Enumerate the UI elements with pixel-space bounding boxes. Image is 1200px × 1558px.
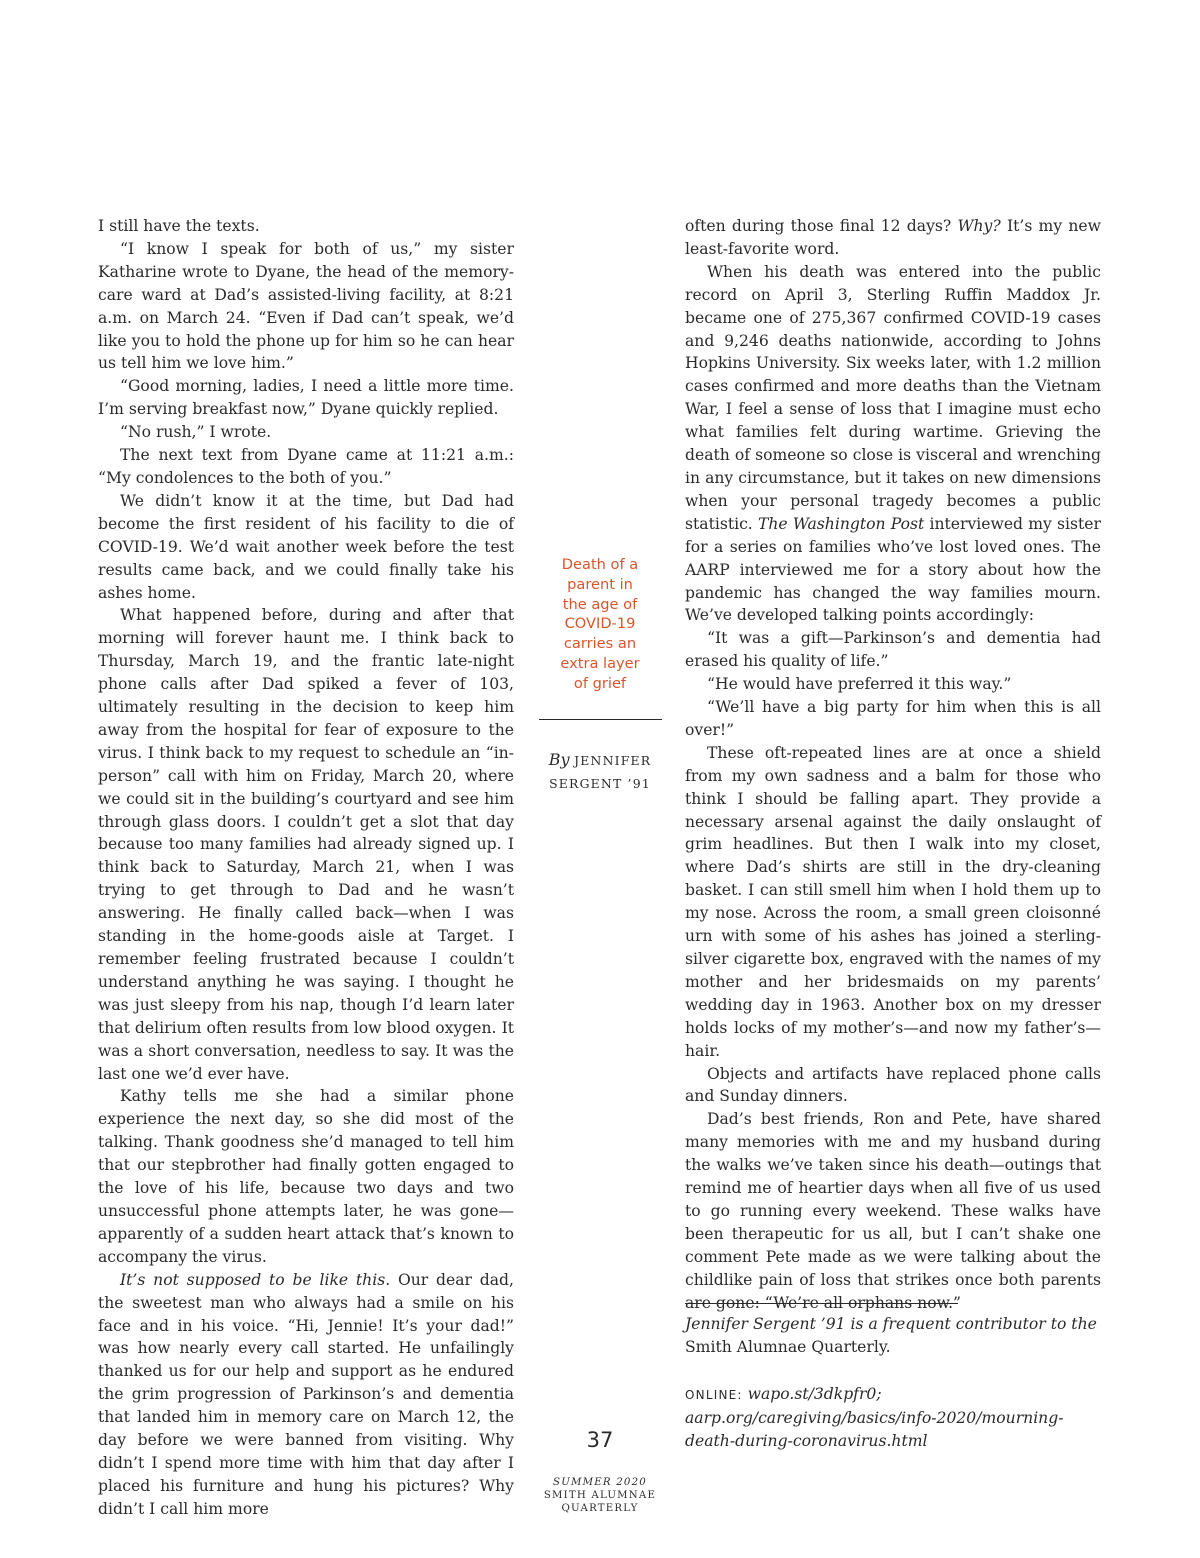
paragraph-text: interviewed my sister for a series on families who’ve lost loved ones. The AARP interviewed me for a story about how the pandemic has changed the way families mourn. We’ve developed talking points accordingly: bbox=[685, 514, 1101, 625]
pull-quote-line: the age of bbox=[562, 595, 638, 613]
paragraph: I still have the texts. bbox=[98, 217, 260, 235]
pull-quote-line: Death of a bbox=[561, 556, 639, 573]
pull-quote-line: of grief bbox=[573, 674, 627, 692]
italic-phrase: It’s not supposed to be like this bbox=[120, 1270, 386, 1289]
divider-rule bbox=[539, 719, 662, 720]
page-number: 37 bbox=[586, 1428, 614, 1452]
article-left-column bbox=[98, 215, 514, 1521]
byline-by: By bbox=[548, 750, 570, 769]
footer-publication: QUARTERLY bbox=[561, 1503, 639, 1515]
paragraph: Dad’s best friends, Ron and Pete, have shared many memories with me and my husband during the walks we’ve taken since his death—outings that remind me of heartier days when all five of us used to go running every weekend. These walks have been therapeutic for us all, but I can’t shake one comment Pete made as we were talking about the childlike pain of loss that strikes once both parents are gone: “We’re all orphans now.” bbox=[685, 1110, 1101, 1312]
italic-phrase: Why? bbox=[957, 217, 1001, 235]
online-links bbox=[685, 1383, 1105, 1453]
pull-quote-line: COVID-19 bbox=[564, 615, 636, 633]
pull-quote-line: extra layer bbox=[560, 654, 640, 672]
paragraph-text: When his death was entered into the public record on April 3, Sterling Ruffin Maddox Jr. became one of 275,367 confirmed COVID-19 cases and 9,246 deaths nationwide, according to Johns Hopkins University. Six weeks later, with 1.2 million cases confirmed and more deaths than the Vietnam War, I feel a sense of loss that I imagine must echo what families felt during wartime. Grieving the death of someone so close is visceral and wrenching in any circumstance, but it takes on new dimensions when your personal tragedy becomes a public statistic. bbox=[685, 262, 1101, 533]
publication-name: Smith Alumnae Quarterly. bbox=[685, 1338, 891, 1356]
pull-quote-line: parent in bbox=[567, 575, 633, 593]
online-label: ONLINE: bbox=[685, 1388, 743, 1402]
paragraph-text: . Our dear dad, the sweetest man who always had a smile on his face and in his voice. “Hi, Jennie! It’s your dad!” was how nearly every call started. He unfailingly thanked us for our help and support as he endured the grim progression of Parkinson’s and dementia that landed him in memory care on March 12, the day before we were banned from visiting. Why didn’t I spend more time with him that day after I placed his furniture and hung his pictures? Why didn’t I call him more bbox=[98, 1270, 514, 1518]
article-right-column bbox=[685, 215, 1101, 1315]
online-link[interactable]: wapo.st/3dkpfr0; bbox=[747, 1385, 882, 1403]
paragraph: “He would have preferred it this way.” bbox=[707, 675, 1012, 694]
pull-quote bbox=[545, 555, 655, 694]
byline-name: JENNIFER bbox=[574, 753, 652, 768]
paragraph: We didn’t know it at the time, but Dad had become the first resident of his facility to die of COVID-19. We’d wait another week before the test results came back, and we could finally take his ashes home. bbox=[98, 491, 514, 602]
page-footer bbox=[520, 1476, 680, 1516]
pull-quote-line: carries an bbox=[563, 635, 637, 653]
end-rule bbox=[685, 1303, 958, 1304]
online-link[interactable]: death-during-coronavirus.html bbox=[685, 1432, 928, 1450]
paragraph bbox=[685, 215, 1101, 261]
paragraph: “Good morning, ladies, I need a little more time. I’m serving breakfast now,” Dyane quickly replied. bbox=[98, 377, 514, 419]
paragraph bbox=[98, 1269, 514, 1521]
paragraph-text: often during those final 12 days? bbox=[685, 217, 958, 235]
footer-issue: SUMMER 2020 bbox=[553, 1477, 647, 1488]
online-link[interactable]: aarp.org/caregiving/basics/info-2020/mourning- bbox=[685, 1409, 1064, 1427]
byline-name: SERGENT ’91 bbox=[549, 776, 651, 791]
paragraph: “No rush,” I wrote. bbox=[120, 423, 272, 442]
paragraph bbox=[685, 261, 1101, 628]
paragraph: The next text from Dyane came at 11:21 a.m.: “My condolences to the both of you.” bbox=[98, 446, 514, 487]
paragraph: “I know I speak for both of us,” my sister Katharine wrote to Dyane, the head of the memory-care ward at Dad’s assisted-living facility, at 8:21 a.m. on March 24. “Even if Dad can’t speak, we’d like you to hold the phone up for him so he can hear us tell him we love him.” bbox=[98, 239, 514, 373]
author-bio bbox=[685, 1313, 1105, 1359]
paragraph-text: It’s my new least-favorite word. bbox=[685, 217, 1101, 258]
paragraph: Objects and artifacts have replaced phone calls and Sunday dinners. bbox=[685, 1064, 1101, 1106]
paragraph: What happened before, during and after that morning will forever haunt me. I think back to Thursday, March 19, and the frantic late-night phone calls after Dad spiked a fever of 103, ultimately resulting in the decision to keep him away from the hospital for fear of exposure to the virus. I think back to my request to schedule an “in-person” call with him on Friday, March 20, where we could sit in the building’s courtyard and see him through glass doors. I couldn’t get a slot that day because too many families had already signed up. I think back to Saturday, March 21, when I was trying to get through to Dad and he wasn’t answering. He finally called back—when I was standing in the home-goods aisle at Target. I remember feeling frustrated because I couldn’t understand anything he was saying. I thought he was just sleepy from his nap, though I’d learn later that delirium often results from low blood oxygen. It was a short conversation, needless to say. It was the last one we’d ever have. bbox=[98, 606, 514, 1083]
author-bio-text: Jennifer Sergent ’91 is a frequent contributor to the bbox=[685, 1315, 1097, 1333]
paragraph: These oft-repeated lines are at once a shield from my own sadness and a balm for those who think I should be falling apart. They provide a necessary arsenal against the daily onslaught of grim headlines. But then I walk into my closet, where Dad’s shirts are still in the dry-cleaning basket. I can still smell him when I hold them up to my nose. Across the room, a small green cloisonné urn with some of his ashes has joined a sterling-silver cigarette box, engraved with the names of my mother and her bridesmaids on my parents’ wedding day in 1963. Another box on my dresser holds locks of my mother’s—and now my father’s—hair. bbox=[685, 743, 1101, 1060]
publication-title: The Washington Post bbox=[757, 514, 925, 533]
byline bbox=[540, 748, 660, 795]
paragraph: “It was a gift—Parkinson’s and dementia had erased his quality of life.” bbox=[685, 629, 1101, 671]
footer-publication: SMITH ALUMNAE bbox=[543, 1490, 657, 1502]
paragraph: “We’ll have a big party for him when this is all over!” bbox=[685, 698, 1101, 739]
paragraph: Kathy tells me she had a similar phone experience the next day, so she did most of the talking. Thank goodness she’d managed to tell him that our stepbrother had finally gotten engaged to the love of his life, because two days and two unsuccessful phone attempts later, he was gone—apparently of a sudden heart attack that’s known to accompany the virus. bbox=[98, 1087, 514, 1266]
